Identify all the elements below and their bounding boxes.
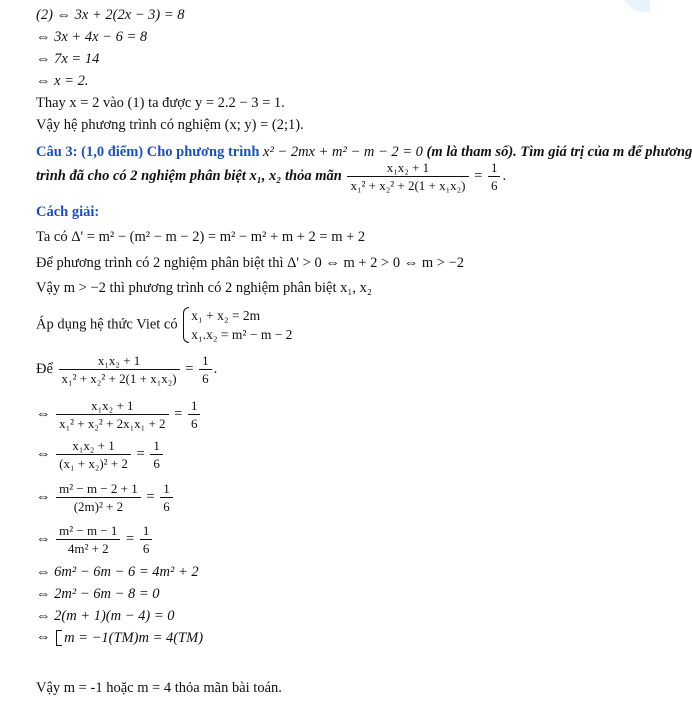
fraction-step-1: $\frac{\text{x₁x₂ + 1}}{\text{x₁² + x₂² + 2(1 + x₁x₂)}}$ xyxy=(59,353,180,386)
fraction-step-3: $\frac{\text{x₁x₂ + 1}}{\text{(x₁ + x₂)² + 2}}$ xyxy=(56,438,131,471)
viet-system: x₁ + x₂ = 2m x₁.x₂ = m² − m − 2 xyxy=(181,306,292,344)
condition-line: Để phương trình có 2 nghiệm phân biệt thì Δ' > 0 ⇔ m + 2 > 0 ⇔ m > −2 xyxy=(36,255,464,271)
step-line-2: ⇔ 3x + 4x − 6 = 8 xyxy=(36,29,148,45)
fraction-step-3-line: ⇔ $\frac{\text{x₁x₂ + 1}}{\text{(x₁ + x₂)² + 2}}$ = $\frac{1}{6}$ xyxy=(36,438,165,471)
step-line-1: (2) ⇔ 3x + 2(2x − 3) = 8 xyxy=(36,7,185,23)
fraction-step-4: $\frac{\text{m² − m − 2 + 1}}{\text{(2m)² + 2}}$ xyxy=(56,481,141,514)
roots-system: m = −1(TM)m = 4(TM) xyxy=(54,629,203,647)
fraction-step-5-line: ⇔ $\frac{\text{m² − m − 1}}{\text{4m² + 2}}$ = $\frac{1}{6}$ xyxy=(36,523,154,556)
roots-line: ⇔ m = −1(TM)m = 4(TM) xyxy=(36,629,204,646)
viet-line: Áp dụng hệ thức Viet có x₁ + x₂ = 2m x₁.x₂ = m² − m − 2 xyxy=(36,308,293,342)
requirement-line: Để $\frac{\text{x₁x₂ + 1}}{\text{x₁² + x₂² + 2(1 + x₁x₂)}}$ = $\frac{1}{6}$ . xyxy=(36,353,218,386)
fraction-step-5: $\frac{\text{m² − m − 1}}{\text{4m² + 2}}$ xyxy=(56,523,120,556)
step-line-4: ⇔ x = 2. xyxy=(36,73,89,89)
equation-step-1: ⇔ 6m² − 6m − 6 = 4m² + 2 xyxy=(36,564,199,580)
substitution-line: Thay x = 2 vào (1) ta được y = 2.2 − 3 = 1. xyxy=(36,95,285,111)
question-3-line-2: trình đã cho có 2 nghiệm phân biệt x₁, x₂ thỏa mãn $\frac{\text{x₁x₂ + 1}}{\text{x₁² + x₂² + 2(1 + x₁x₂)}}$ = $\frac{1}{6}$ . xyxy=(36,160,507,193)
system-solution-line: Vậy hệ phương trình có nghiệm (x; y) = (2;1). xyxy=(36,117,304,133)
equation-step-2: ⇔ 2m² − 6m − 8 = 0 xyxy=(36,586,160,602)
question-3-line-1 xyxy=(36,143,692,161)
step-line-3: ⇔ 7x = 14 xyxy=(36,51,100,67)
delta-line: Ta có Δ' = m² − (m² − m − 2) = m² − m² + m + 2 = m + 2 xyxy=(36,229,366,245)
fraction-step-4-line: ⇔ $\frac{\text{m² − m − 2 + 1}}{\text{(2m)² + 2}}$ = $\frac{1}{6}$ xyxy=(36,481,175,514)
question-label: Câu 3: (1,0 điểm) Cho phương trình xyxy=(36,144,260,160)
solution-heading: Cách giải: xyxy=(36,204,100,220)
question-equation: x² − 2mx + m² − m − 2 = 0 xyxy=(263,144,423,160)
fraction-step-2-line: ⇔ $\frac{\text{x₁x₂ + 1}}{\text{x₁² + x₂² + 2x₁x₁ + 2}}$ = $\frac{1}{6}$ xyxy=(36,398,202,431)
question-text-2: trình đã cho có 2 nghiệm phân biệt x₁, x₂ thỏa mãn xyxy=(36,167,342,184)
fraction-step-2: $\frac{\text{x₁x₂ + 1}}{\text{x₁² + x₂² + 2x₁x₁ + 2}}$ xyxy=(56,398,168,431)
final-answer: Vậy m = -1 hoặc m = 4 thỏa mãn bài toán. xyxy=(36,680,282,696)
equation-step-3: ⇔ 2(m + 1)(m − 4) = 0 xyxy=(36,608,175,624)
condition-rhs: $\frac{1}{6}$ xyxy=(488,160,501,193)
condition-fraction: $\frac{\text{x₁x₂ + 1}}{\text{x₁² + x₂² + 2(1 + x₁x₂)}}$ xyxy=(347,160,468,193)
question-text-1: (m là tham số). Tìm giá trị của m để phương xyxy=(426,144,692,160)
conclusion-line: Vậy m > −2 thì phương trình có 2 nghiệm phân biệt x₁, x₂ xyxy=(36,280,372,296)
corner-decoration xyxy=(610,0,650,24)
